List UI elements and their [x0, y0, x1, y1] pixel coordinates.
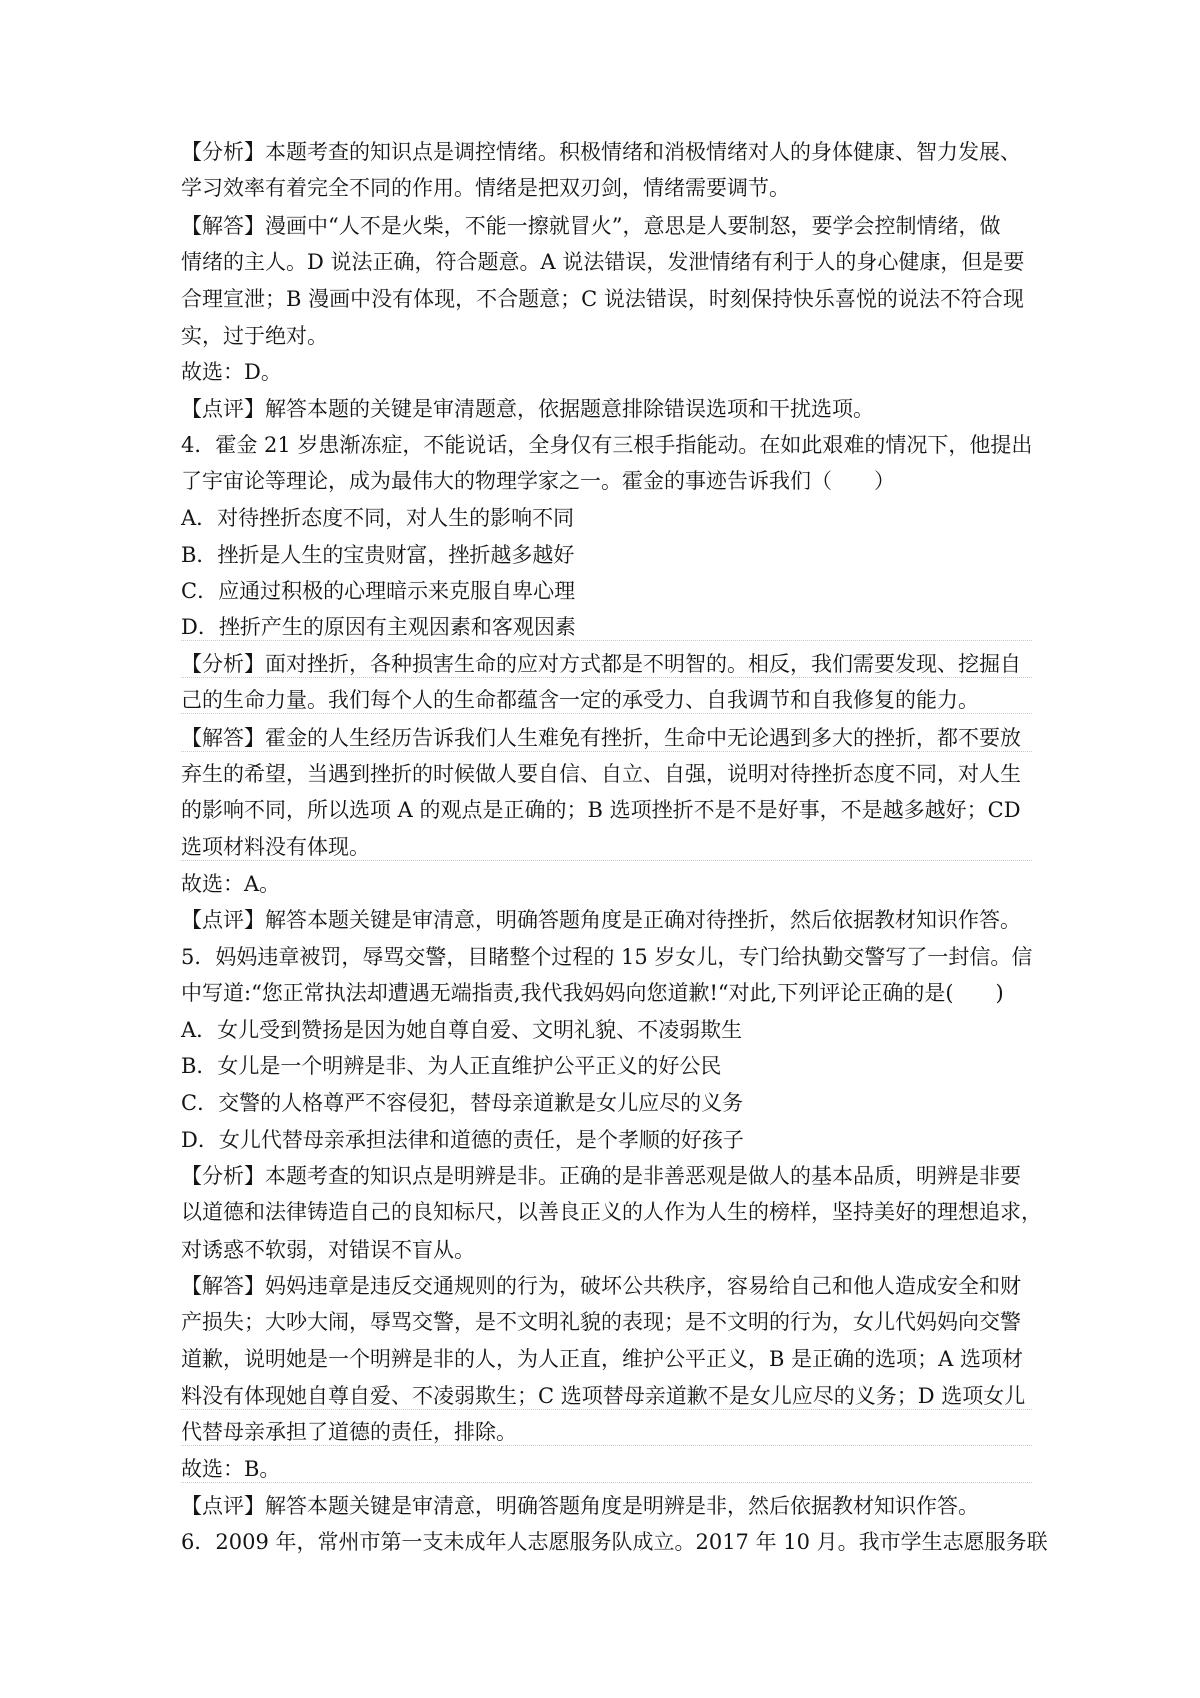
option-b: B．女儿是一个明辨是非、为人正直维护公平正义的好公民 — [181, 1054, 722, 1078]
option-b: B．挫折是人生的宝贵财富，挫折越多越好 — [181, 543, 575, 567]
question-4-stem: 4．霍金 21 岁患渐冻症，不能说话，全身仅有三根手指能动。在如此艰难的情况下，他提出 — [181, 433, 1033, 457]
option-a: A．对待挫折态度不同，对人生的影响不同 — [181, 506, 575, 530]
answer-line: 产损失；大吵大闹，辱骂交警，是不文明礼貌的表现；是不文明的行为，女儿代妈妈向交警 — [181, 1310, 1021, 1334]
comment-line: 【点评】解答本题关键是审清意，明确答题角度是明辨是非，然后依据教材知识作答。 — [181, 1494, 979, 1518]
question-5-stem: 中写道:“您正常执法却遭遇无端指责,我代我妈妈向您道歉!“对此,下列评论正确的是( ) — [181, 981, 1004, 1005]
option-c: C．交警的人格尊严不容侵犯，替母亲道歉是女儿应尽的义务 — [181, 1091, 744, 1115]
answer-line: 实，过于绝对。 — [181, 324, 328, 348]
option-d: D．女儿代替母亲承担法律和道德的责任，是个孝顺的好孩子 — [181, 1128, 744, 1152]
analysis-line: 对诱惑不软弱，对错误不盲从。 — [181, 1238, 475, 1262]
analysis-line: 己的生命力量。我们每个人的生命都蕴含一定的承受力、自我调节和自我修复的能力。 — [181, 687, 1032, 714]
comment-line: 【点评】解答本题关键是审清意，明确答题角度是正确对待挫折，然后依据教材知识作答。 — [181, 908, 1021, 932]
answer-line: 情绪的主人。D 说法正确，符合题意。A 说法错误，发泄情绪有利于人的身心健康，但是要 — [181, 250, 1025, 274]
answer-line: 【解答】霍金的人生经历告诉我们人生难免有挫折，生命中无论遇到多大的挫折，都不要放 — [181, 725, 1032, 752]
answer-line: 【解答】漫画中“人不是火柴，不能一擦就冒火”，意思是人要制怒，要学会控制情绪，做 — [181, 214, 1001, 238]
option-d: D．挫折产生的原因有主观因素和客观因素 — [181, 614, 1032, 641]
choice-line: 故选：A。 — [181, 872, 281, 896]
analysis-line: 学习效率有着完全不同的作用。情绪是把双刃剑，情绪需要调节。 — [181, 176, 790, 200]
answer-line: 道歉，说明她是一个明辨是非的人，为人正直，维护公平正义，B 是正确的选项；A 选项材 — [181, 1347, 1023, 1371]
choice-line: 故选：D。 — [181, 360, 282, 384]
question-4-stem: 了宇宙论等理论，成为最伟大的物理学家之一。霍金的事迹告诉我们（ ） — [181, 469, 895, 493]
analysis-line: 以道德和法律铸造自己的良知标尺，以善良正义的人作为人生的榜样，坚持美好的理想追求， — [181, 1200, 1042, 1224]
analysis-line: 【分析】本题考查的知识点是明辨是非。正确的是非善恶观是做人的基本品质，明辨是非要 — [181, 1164, 1021, 1188]
answer-line: 代替母亲承担了道德的责任，排除。 — [181, 1419, 1032, 1446]
answer-line: 的影响不同，所以选项 A 的观点是正确的；B 选项挫折不是不是好事，不是越多越好；CD — [181, 798, 1021, 822]
question-6-stem: 6．2009 年，常州市第一支未成年人志愿服务队成立。2017 年 10 月。我市学生志愿服务联 — [181, 1530, 1048, 1554]
answer-line: 【解答】妈妈违章是违反交通规则的行为，破坏公共秩序，容易给自己和他人造成安全和财 — [181, 1274, 1021, 1298]
answer-line: 合理宣泄；B 漫画中没有体现，不合题意；C 说法错误，时刻保持快乐喜悦的说法不符合现 — [181, 287, 1024, 311]
comment-line: 【点评】解答本题的关键是审清题意，依据题意排除错误选项和干扰选项。 — [181, 397, 874, 421]
analysis-line: 【分析】本题考查的知识点是调控情绪。积极情绪和消极情绪对人的身体健康、智力发展、 — [181, 140, 1021, 164]
answer-line: 料没有体现她自尊自爱、不凌弱欺生；C 选项替母亲道歉不是女儿应尽的义务；D 选项女儿 — [181, 1383, 1032, 1410]
question-5-stem: 5．妈妈违章被罚，辱骂交警，目睹整个过程的 15 岁女儿，专门给执勤交警写了一封信。信 — [181, 945, 1033, 969]
choice-line: 故选：B。 — [181, 1456, 1032, 1483]
option-a: A．女儿受到赞扬是因为她自尊自爱、文明礼貌、不凌弱欺生 — [181, 1018, 743, 1042]
analysis-line: 【分析】面对挫折，各种损害生命的应对方式都是不明智的。相反，我们需要发现、挖掘自 — [181, 651, 1032, 678]
answer-line: 弃生的希望，当遇到挫折的时候做人要自信、自立、自强，说明对待挫折态度不同，对人生 — [181, 762, 1021, 786]
option-c: C．应通过积极的心理暗示来克服自卑心理 — [181, 579, 576, 603]
answer-line: 选项材料没有体现。 — [181, 834, 1032, 861]
